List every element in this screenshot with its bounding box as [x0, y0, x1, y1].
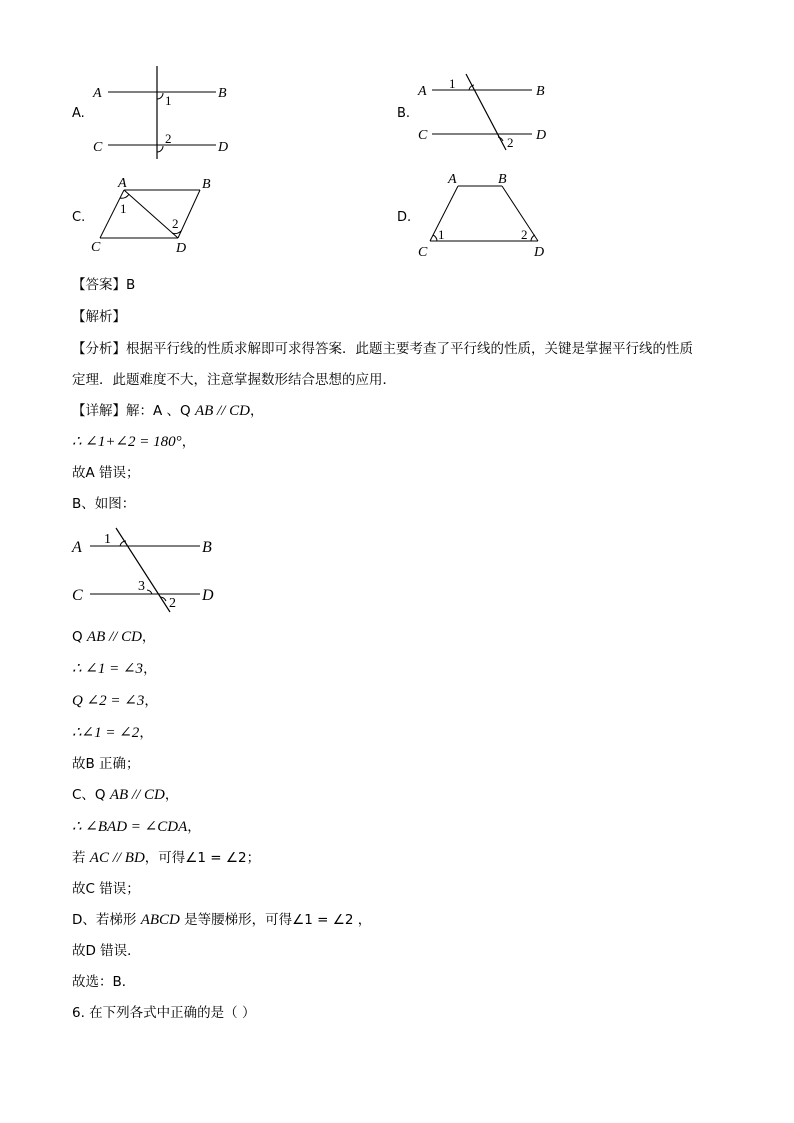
math-equation: ∴ ∠1 = ∠3: [72, 661, 144, 677]
label-d: D: [536, 128, 547, 143]
angle-1-label: 1: [165, 93, 172, 108]
detail-line-2: [72, 434, 195, 450]
option-c-figure: [88, 172, 228, 257]
math-abcd: ABCD: [140, 912, 180, 928]
angle-1-label: 1: [120, 201, 127, 216]
angle-2-label: 2: [169, 596, 176, 611]
math: = ∠: [127, 819, 158, 835]
detail-line-6: [72, 661, 157, 677]
angle-1-label: 1: [449, 76, 456, 91]
label-b: B: [536, 84, 545, 99]
label-a: A: [448, 172, 457, 187]
answer-value: B: [126, 277, 136, 293]
math: ∴ ∠: [72, 819, 98, 835]
detail-line-16: 故选：B．: [72, 974, 136, 990]
math-ab-parallel-cd: AB // CD: [109, 787, 165, 803]
label-c: C: [418, 245, 428, 260]
answer-tag: 【答案】: [72, 277, 126, 293]
angle-2-label: 2: [507, 135, 514, 150]
label-b: B: [202, 177, 211, 192]
text: 是等腰梯形，可得∠1 = ∠2 ，: [179, 912, 372, 928]
text: ，: [144, 693, 158, 709]
angle-2-label: 2: [165, 131, 172, 146]
detail-line-3: 故A 错误；: [72, 465, 140, 481]
label-c: C: [93, 140, 103, 155]
fenxi-text-1: 根据平行线的性质求解即可求得答案．此题主要考查了平行线的性质，关键是掌握平行线的性质: [126, 341, 693, 357]
detail-line-15: 故D 错误．: [72, 943, 141, 959]
detail-line-13: 故C 错误；: [72, 881, 140, 897]
option-b-letter: B.: [397, 106, 411, 121]
detail-tag: 【详解】: [72, 403, 126, 419]
detail-line-9: 故B 正确；: [72, 756, 140, 772]
math-equation: ∴∠1 = ∠2: [72, 725, 140, 741]
detail-line-12: [72, 850, 260, 866]
next-question: 6. 在下列各式中正确的是（ ）: [72, 1005, 256, 1021]
text: ，: [187, 819, 201, 835]
text: ，: [139, 725, 153, 741]
label-c: C: [72, 587, 83, 604]
text: ，可得∠1 = ∠2；: [144, 850, 261, 866]
option-a-figure: [88, 62, 238, 162]
option-b-figure: [414, 72, 564, 154]
math-ac-parallel-bd: AC // BD: [89, 850, 145, 866]
text: ，: [143, 661, 157, 677]
option-d-letter: D.: [397, 210, 412, 225]
option-d-figure: [414, 168, 564, 260]
fenxi-line-1: [72, 341, 693, 357]
text: C、Q: [72, 787, 110, 803]
math-equation: ∴ ∠1+∠2 = 180°: [72, 434, 182, 450]
angle-1-label: 1: [104, 532, 111, 547]
angle-3-label: 3: [138, 579, 145, 594]
label-b: B: [202, 539, 212, 556]
label-d: D: [218, 140, 229, 155]
math-ab-parallel-cd: AB // CD: [86, 629, 142, 645]
detail-line-7: [72, 693, 158, 709]
label-a: A: [418, 84, 427, 99]
detail-line-5: [72, 629, 155, 645]
analysis-tag: 【解析】: [72, 309, 126, 325]
label-d: D: [534, 245, 545, 260]
detail-line-4: B、如图：: [72, 496, 136, 512]
math: CDA: [157, 819, 188, 835]
text: ，: [181, 434, 196, 450]
answer-line: [72, 277, 135, 293]
detail-line-14: [72, 912, 371, 928]
label-b: B: [218, 86, 227, 101]
label-d: D: [176, 241, 187, 256]
option-c-letter: C.: [72, 210, 86, 225]
text: ，: [141, 629, 156, 645]
detail-line-10: [72, 787, 178, 803]
explanation-figure: [70, 524, 230, 616]
option-a-letter: A.: [72, 106, 85, 121]
detail-line-11: [72, 819, 201, 835]
angle-1-label: 1: [438, 227, 445, 242]
label-a: A: [118, 176, 127, 191]
text: ，: [164, 787, 179, 803]
math-equation: Q ∠2 = ∠3: [72, 693, 145, 709]
math: BAD: [97, 819, 128, 835]
text: ，: [249, 403, 264, 419]
label-a: A: [93, 86, 102, 101]
text: Q: [72, 629, 87, 645]
fenxi-line-2: 定理．此题难度不大，注意掌握数形结合思想的应用．: [72, 372, 396, 388]
label-b: B: [498, 172, 507, 187]
text: 若: [72, 850, 90, 866]
detail-line-1: [72, 403, 263, 419]
fenxi-tag: 【分析】: [72, 341, 126, 357]
label-c: C: [418, 128, 428, 143]
text: 解：A 、Q: [126, 403, 195, 419]
label-a: A: [72, 539, 82, 556]
angle-2-label: 2: [172, 216, 179, 231]
label-d: D: [202, 587, 214, 604]
detail-line-8: [72, 725, 153, 741]
text: D、若梯形: [72, 912, 141, 928]
math-ab-parallel-cd: AB // CD: [194, 403, 250, 419]
label-c: C: [91, 240, 101, 255]
angle-2-label: 2: [521, 227, 528, 242]
